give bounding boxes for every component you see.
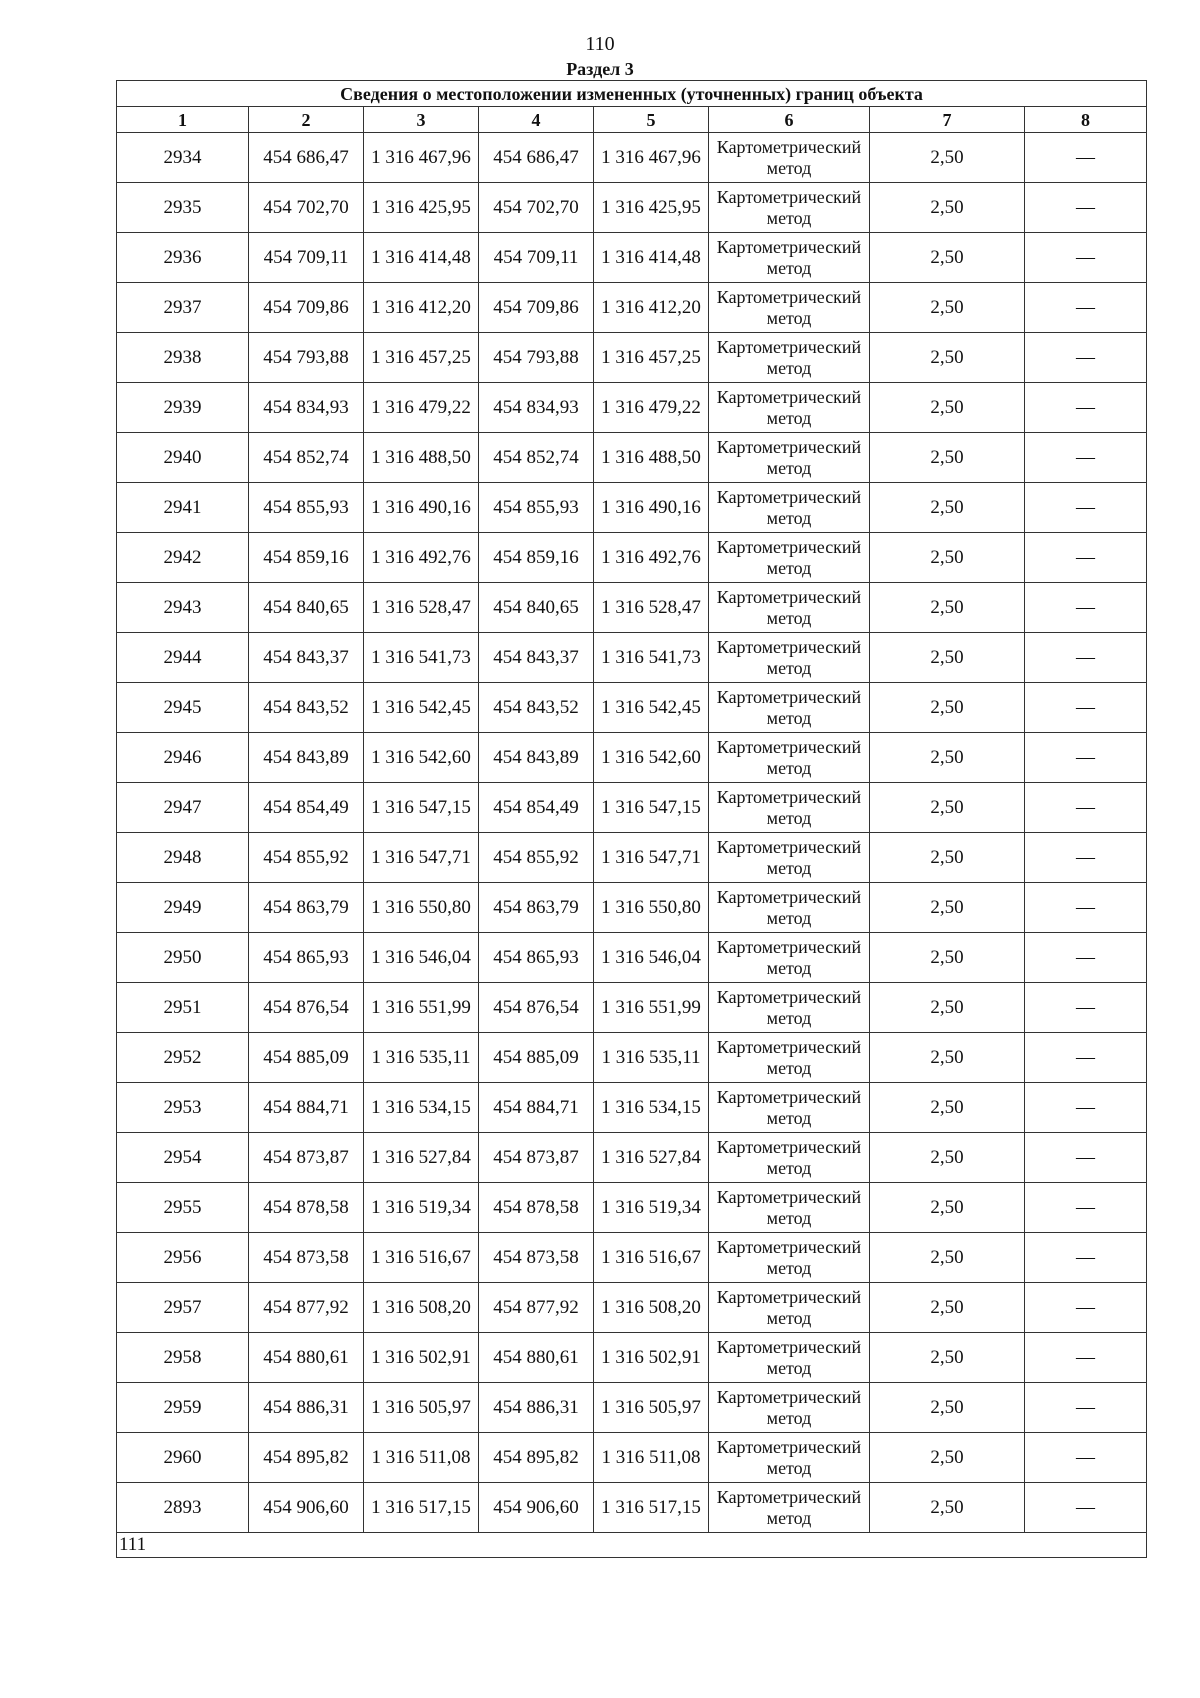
y-existing-cell: 1 316 547,71	[364, 833, 479, 883]
accuracy-cell: 2,50	[870, 383, 1025, 433]
x-new-cell: 454 884,71	[479, 1083, 594, 1133]
method-cell: Картометрический метод	[709, 1483, 870, 1533]
accuracy-cell: 2,50	[870, 1083, 1025, 1133]
y-new-cell: 1 316 546,04	[594, 933, 709, 983]
x-existing-cell: 454 843,89	[249, 733, 364, 783]
method-cell: Картометрический метод	[709, 1083, 870, 1133]
y-new-cell: 1 316 425,95	[594, 183, 709, 233]
y-new-cell: 1 316 502,91	[594, 1333, 709, 1383]
x-new-cell: 454 873,58	[479, 1233, 594, 1283]
note-cell: —	[1025, 683, 1147, 733]
point-number-cell: 2939	[117, 383, 249, 433]
y-new-cell: 1 316 528,47	[594, 583, 709, 633]
accuracy-cell: 2,50	[870, 333, 1025, 383]
y-existing-cell: 1 316 547,15	[364, 783, 479, 833]
y-existing-cell: 1 316 519,34	[364, 1183, 479, 1233]
y-existing-cell: 1 316 508,20	[364, 1283, 479, 1333]
note-cell: —	[1025, 1233, 1147, 1283]
y-existing-cell: 1 316 414,48	[364, 233, 479, 283]
x-existing-cell: 454 884,71	[249, 1083, 364, 1133]
note-cell: —	[1025, 383, 1147, 433]
note-cell: —	[1025, 1183, 1147, 1233]
point-number-cell: 2937	[117, 283, 249, 333]
point-number-cell: 2947	[117, 783, 249, 833]
y-existing-cell: 1 316 527,84	[364, 1133, 479, 1183]
y-new-cell: 1 316 541,73	[594, 633, 709, 683]
y-existing-cell: 1 316 412,20	[364, 283, 479, 333]
table-row	[117, 1433, 1147, 1483]
y-existing-cell: 1 316 467,96	[364, 133, 479, 183]
point-number-cell: 2940	[117, 433, 249, 483]
y-new-cell: 1 316 551,99	[594, 983, 709, 1033]
y-new-cell: 1 316 508,20	[594, 1283, 709, 1333]
column-number: 8	[1025, 107, 1147, 133]
column-number: 4	[479, 107, 594, 133]
x-new-cell: 454 840,65	[479, 583, 594, 633]
method-cell: Картометрический метод	[709, 1333, 870, 1383]
note-cell: —	[1025, 1333, 1147, 1383]
y-existing-cell: 1 316 502,91	[364, 1333, 479, 1383]
point-number-cell: 2934	[117, 133, 249, 183]
method-cell: Картометрический метод	[709, 183, 870, 233]
point-number-cell: 2949	[117, 883, 249, 933]
y-existing-cell: 1 316 425,95	[364, 183, 479, 233]
column-number: 1	[117, 107, 249, 133]
method-cell: Картометрический метод	[709, 733, 870, 783]
x-new-cell: 454 843,89	[479, 733, 594, 783]
x-new-cell: 454 886,31	[479, 1383, 594, 1433]
accuracy-cell: 2,50	[870, 1333, 1025, 1383]
x-new-cell: 454 834,93	[479, 383, 594, 433]
table-row	[117, 433, 1147, 483]
accuracy-cell: 2,50	[870, 1183, 1025, 1233]
table-row	[117, 633, 1147, 683]
method-cell: Картометрический метод	[709, 933, 870, 983]
y-new-cell: 1 316 511,08	[594, 1433, 709, 1483]
method-cell: Картометрический метод	[709, 983, 870, 1033]
y-existing-cell: 1 316 551,99	[364, 983, 479, 1033]
note-cell: —	[1025, 1433, 1147, 1483]
y-existing-cell: 1 316 535,11	[364, 1033, 479, 1083]
table-row	[117, 833, 1147, 883]
table-row	[117, 483, 1147, 533]
y-existing-cell: 1 316 546,04	[364, 933, 479, 983]
accuracy-cell: 2,50	[870, 1383, 1025, 1433]
accuracy-cell: 2,50	[870, 483, 1025, 533]
y-new-cell: 1 316 547,71	[594, 833, 709, 883]
table-row	[117, 533, 1147, 583]
x-new-cell: 454 852,74	[479, 433, 594, 483]
y-new-cell: 1 316 492,76	[594, 533, 709, 583]
y-existing-cell: 1 316 490,16	[364, 483, 479, 533]
accuracy-cell: 2,50	[870, 1233, 1025, 1283]
y-new-cell: 1 316 519,34	[594, 1183, 709, 1233]
column-number: 2	[249, 107, 364, 133]
accuracy-cell: 2,50	[870, 633, 1025, 683]
method-cell: Картометрический метод	[709, 383, 870, 433]
y-new-cell: 1 316 527,84	[594, 1133, 709, 1183]
point-number-cell: 2945	[117, 683, 249, 733]
method-cell: Картометрический метод	[709, 1183, 870, 1233]
method-cell: Картометрический метод	[709, 233, 870, 283]
y-new-cell: 1 316 516,67	[594, 1233, 709, 1283]
point-number-cell: 2953	[117, 1083, 249, 1133]
method-cell: Картометрический метод	[709, 1433, 870, 1483]
y-new-cell: 1 316 550,80	[594, 883, 709, 933]
point-number-cell: 2954	[117, 1133, 249, 1183]
point-number-cell: 2957	[117, 1283, 249, 1333]
x-new-cell: 454 793,88	[479, 333, 594, 383]
next-page-number: 111	[117, 1533, 1147, 1558]
table-row	[117, 1183, 1147, 1233]
method-cell: Картометрический метод	[709, 133, 870, 183]
accuracy-cell: 2,50	[870, 983, 1025, 1033]
x-new-cell: 454 855,92	[479, 833, 594, 883]
table-row	[117, 1283, 1147, 1333]
y-new-cell: 1 316 457,25	[594, 333, 709, 383]
method-cell: Картометрический метод	[709, 583, 870, 633]
point-number-cell: 2950	[117, 933, 249, 983]
y-existing-cell: 1 316 457,25	[364, 333, 479, 383]
y-new-cell: 1 316 517,15	[594, 1483, 709, 1533]
table-row	[117, 1033, 1147, 1083]
x-existing-cell: 454 855,93	[249, 483, 364, 533]
method-cell: Картометрический метод	[709, 1283, 870, 1333]
method-cell: Картометрический метод	[709, 533, 870, 583]
x-new-cell: 454 873,87	[479, 1133, 594, 1183]
y-new-cell: 1 316 488,50	[594, 433, 709, 483]
x-existing-cell: 454 840,65	[249, 583, 364, 633]
y-existing-cell: 1 316 550,80	[364, 883, 479, 933]
method-cell: Картометрический метод	[709, 333, 870, 383]
y-existing-cell: 1 316 528,47	[364, 583, 479, 633]
point-number-cell: 2955	[117, 1183, 249, 1233]
y-existing-cell: 1 316 479,22	[364, 383, 479, 433]
y-new-cell: 1 316 535,11	[594, 1033, 709, 1083]
note-cell: —	[1025, 883, 1147, 933]
table-row	[117, 1383, 1147, 1433]
table-row	[117, 1133, 1147, 1183]
accuracy-cell: 2,50	[870, 1033, 1025, 1083]
x-new-cell: 454 877,92	[479, 1283, 594, 1333]
column-number-row	[117, 107, 1147, 133]
y-existing-cell: 1 316 541,73	[364, 633, 479, 683]
table-row	[117, 183, 1147, 233]
table-row	[117, 583, 1147, 633]
note-cell: —	[1025, 833, 1147, 883]
x-new-cell: 454 878,58	[479, 1183, 594, 1233]
x-new-cell: 454 709,86	[479, 283, 594, 333]
x-new-cell: 454 880,61	[479, 1333, 594, 1383]
method-cell: Картометрический метод	[709, 1383, 870, 1433]
table-caption-row	[117, 81, 1147, 107]
table-row	[117, 1083, 1147, 1133]
note-cell: —	[1025, 933, 1147, 983]
x-existing-cell: 454 878,58	[249, 1183, 364, 1233]
column-number: 7	[870, 107, 1025, 133]
point-number-cell: 2960	[117, 1433, 249, 1483]
accuracy-cell: 2,50	[870, 1433, 1025, 1483]
note-cell: —	[1025, 533, 1147, 583]
y-new-cell: 1 316 412,20	[594, 283, 709, 333]
section-title: Раздел 3	[566, 59, 634, 79]
x-new-cell: 454 906,60	[479, 1483, 594, 1533]
x-existing-cell: 454 686,47	[249, 133, 364, 183]
point-number-cell: 2941	[117, 483, 249, 533]
accuracy-cell: 2,50	[870, 933, 1025, 983]
table-row	[117, 883, 1147, 933]
note-cell: —	[1025, 1483, 1147, 1533]
y-new-cell: 1 316 414,48	[594, 233, 709, 283]
y-existing-cell: 1 316 516,67	[364, 1233, 479, 1283]
point-number-cell: 2959	[117, 1383, 249, 1433]
accuracy-cell: 2,50	[870, 433, 1025, 483]
y-new-cell: 1 316 479,22	[594, 383, 709, 433]
point-number-cell: 2946	[117, 733, 249, 783]
table-row	[117, 383, 1147, 433]
page-number: 110	[585, 33, 615, 55]
accuracy-cell: 2,50	[870, 733, 1025, 783]
x-existing-cell: 454 886,31	[249, 1383, 364, 1433]
note-cell: —	[1025, 133, 1147, 183]
x-existing-cell: 454 885,09	[249, 1033, 364, 1083]
table-row	[117, 983, 1147, 1033]
table-row	[117, 933, 1147, 983]
x-existing-cell: 454 855,92	[249, 833, 364, 883]
x-existing-cell: 454 880,61	[249, 1333, 364, 1383]
x-new-cell: 454 885,09	[479, 1033, 594, 1083]
point-number-cell: 2943	[117, 583, 249, 633]
table-row	[117, 333, 1147, 383]
x-new-cell: 454 709,11	[479, 233, 594, 283]
x-existing-cell: 454 709,11	[249, 233, 364, 283]
note-cell: —	[1025, 783, 1147, 833]
column-number: 3	[364, 107, 479, 133]
table-row	[117, 683, 1147, 733]
column-number: 5	[594, 107, 709, 133]
note-cell: —	[1025, 183, 1147, 233]
x-existing-cell: 454 709,86	[249, 283, 364, 333]
point-number-cell: 2938	[117, 333, 249, 383]
x-existing-cell: 454 873,58	[249, 1233, 364, 1283]
x-new-cell: 454 686,47	[479, 133, 594, 183]
point-number-cell: 2944	[117, 633, 249, 683]
note-cell: —	[1025, 1083, 1147, 1133]
table-row	[117, 1483, 1147, 1533]
y-existing-cell: 1 316 511,08	[364, 1433, 479, 1483]
method-cell: Картометрический метод	[709, 283, 870, 333]
y-existing-cell: 1 316 488,50	[364, 433, 479, 483]
y-existing-cell: 1 316 505,97	[364, 1383, 479, 1433]
point-number-cell: 2951	[117, 983, 249, 1033]
y-existing-cell: 1 316 517,15	[364, 1483, 479, 1533]
x-existing-cell: 454 876,54	[249, 983, 364, 1033]
x-existing-cell: 454 859,16	[249, 533, 364, 583]
y-existing-cell: 1 316 542,60	[364, 733, 479, 783]
method-cell: Картометрический метод	[709, 1133, 870, 1183]
note-cell: —	[1025, 1383, 1147, 1433]
y-existing-cell: 1 316 492,76	[364, 533, 479, 583]
accuracy-cell: 2,50	[870, 133, 1025, 183]
x-existing-cell: 454 863,79	[249, 883, 364, 933]
y-new-cell: 1 316 547,15	[594, 783, 709, 833]
y-existing-cell: 1 316 534,15	[364, 1083, 479, 1133]
table-row	[117, 283, 1147, 333]
y-existing-cell: 1 316 542,45	[364, 683, 479, 733]
method-cell: Картометрический метод	[709, 833, 870, 883]
x-existing-cell: 454 852,74	[249, 433, 364, 483]
accuracy-cell: 2,50	[870, 283, 1025, 333]
x-new-cell: 454 854,49	[479, 783, 594, 833]
x-new-cell: 454 863,79	[479, 883, 594, 933]
point-number-cell: 2952	[117, 1033, 249, 1083]
point-number-cell: 2956	[117, 1233, 249, 1283]
accuracy-cell: 2,50	[870, 833, 1025, 883]
point-number-cell: 2958	[117, 1333, 249, 1383]
point-number-cell: 2935	[117, 183, 249, 233]
method-cell: Картометрический метод	[709, 683, 870, 733]
x-new-cell: 454 855,93	[479, 483, 594, 533]
accuracy-cell: 2,50	[870, 1483, 1025, 1533]
x-existing-cell: 454 843,52	[249, 683, 364, 733]
x-new-cell: 454 865,93	[479, 933, 594, 983]
y-new-cell: 1 316 467,96	[594, 133, 709, 183]
note-cell: —	[1025, 633, 1147, 683]
note-cell: —	[1025, 283, 1147, 333]
x-existing-cell: 454 702,70	[249, 183, 364, 233]
x-existing-cell: 454 895,82	[249, 1433, 364, 1483]
x-new-cell: 454 895,82	[479, 1433, 594, 1483]
accuracy-cell: 2,50	[870, 533, 1025, 583]
accuracy-cell: 2,50	[870, 683, 1025, 733]
accuracy-cell: 2,50	[870, 583, 1025, 633]
point-number-cell: 2942	[117, 533, 249, 583]
method-cell: Картометрический метод	[709, 783, 870, 833]
x-existing-cell: 454 877,92	[249, 1283, 364, 1333]
x-existing-cell: 454 834,93	[249, 383, 364, 433]
method-cell: Картометрический метод	[709, 883, 870, 933]
x-new-cell: 454 876,54	[479, 983, 594, 1033]
method-cell: Картометрический метод	[709, 1233, 870, 1283]
point-number-cell: 2893	[117, 1483, 249, 1533]
note-cell: —	[1025, 583, 1147, 633]
note-cell: —	[1025, 433, 1147, 483]
accuracy-cell: 2,50	[870, 1133, 1025, 1183]
x-existing-cell: 454 843,37	[249, 633, 364, 683]
table-row	[117, 733, 1147, 783]
x-existing-cell: 454 854,49	[249, 783, 364, 833]
table-row	[117, 133, 1147, 183]
table-row	[117, 783, 1147, 833]
note-cell: —	[1025, 983, 1147, 1033]
x-new-cell: 454 843,52	[479, 683, 594, 733]
x-existing-cell: 454 873,87	[249, 1133, 364, 1183]
accuracy-cell: 2,50	[870, 783, 1025, 833]
x-new-cell: 454 843,37	[479, 633, 594, 683]
accuracy-cell: 2,50	[870, 1283, 1025, 1333]
accuracy-cell: 2,50	[870, 183, 1025, 233]
method-cell: Картометрический метод	[709, 1033, 870, 1083]
accuracy-cell: 2,50	[870, 883, 1025, 933]
note-cell: —	[1025, 1033, 1147, 1083]
point-number-cell: 2948	[117, 833, 249, 883]
y-new-cell: 1 316 505,97	[594, 1383, 709, 1433]
method-cell: Картометрический метод	[709, 633, 870, 683]
note-cell: —	[1025, 333, 1147, 383]
accuracy-cell: 2,50	[870, 233, 1025, 283]
x-new-cell: 454 859,16	[479, 533, 594, 583]
note-cell: —	[1025, 233, 1147, 283]
y-new-cell: 1 316 534,15	[594, 1083, 709, 1133]
table-caption: Сведения о местоположении измененных (уточненных) границ объекта	[117, 81, 1147, 107]
method-cell: Картометрический метод	[709, 483, 870, 533]
method-cell: Картометрический метод	[709, 433, 870, 483]
boundary-coordinates-table	[116, 80, 1147, 1558]
x-existing-cell: 454 906,60	[249, 1483, 364, 1533]
table-row	[117, 1233, 1147, 1283]
column-number: 6	[709, 107, 870, 133]
note-cell: —	[1025, 1133, 1147, 1183]
y-new-cell: 1 316 542,60	[594, 733, 709, 783]
note-cell: —	[1025, 483, 1147, 533]
point-number-cell: 2936	[117, 233, 249, 283]
table-row	[117, 1333, 1147, 1383]
x-existing-cell: 454 793,88	[249, 333, 364, 383]
x-new-cell: 454 702,70	[479, 183, 594, 233]
note-cell: —	[1025, 1283, 1147, 1333]
table-footer-row	[117, 1533, 1147, 1558]
y-new-cell: 1 316 490,16	[594, 483, 709, 533]
x-existing-cell: 454 865,93	[249, 933, 364, 983]
y-new-cell: 1 316 542,45	[594, 683, 709, 733]
note-cell: —	[1025, 733, 1147, 783]
table-row	[117, 233, 1147, 283]
